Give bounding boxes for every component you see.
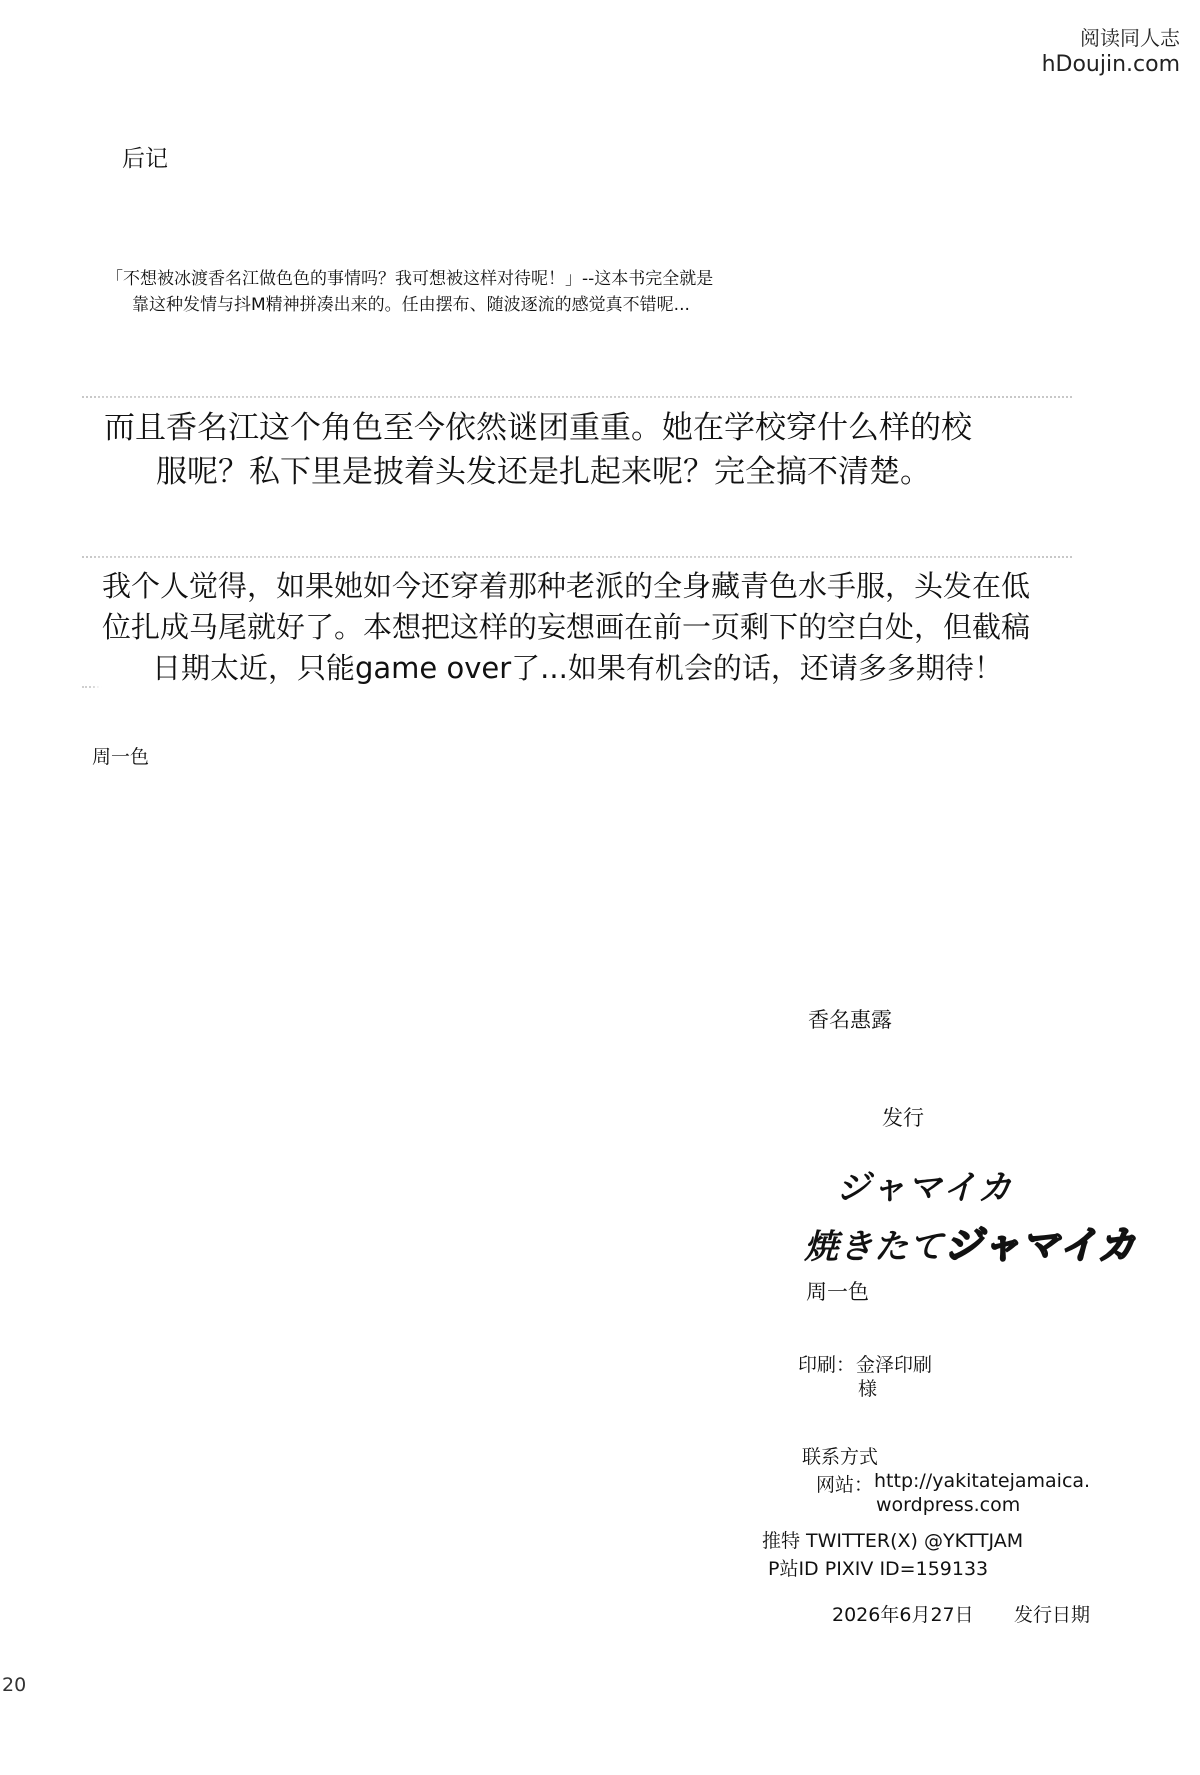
- paragraph-3-line-3: 日期太近，只能game over了...如果有机会的话，还请多多期待！: [152, 651, 1003, 685]
- contact-label: 联系方式: [802, 1446, 879, 1468]
- circle-logo-main: [804, 1214, 1136, 1269]
- character-name: 香名惠露: [808, 1008, 892, 1032]
- paragraph-3-line-1: 我个人觉得，如果她如今还穿着那种老派的全身藏青色水手服，头发在低: [102, 569, 1031, 603]
- printer-label: 印刷：: [798, 1354, 856, 1376]
- circle-logo-small: ジャマイカ: [836, 1168, 1014, 1208]
- printer-suffix: 様: [858, 1378, 878, 1400]
- website-url-line-2: wordpress.com: [876, 1494, 1021, 1516]
- publisher-label: 发行: [882, 1106, 924, 1130]
- paragraph-2-line-1: 而且香名江这个角色至今依然谜团重重。她在学校穿什么样的校: [104, 410, 972, 446]
- logo-main-prefix: 焼きたて: [804, 1227, 944, 1267]
- paragraph-2-line-2: 服呢？私下里是披着头发还是扎起来呢？完全搞不清楚。: [156, 454, 931, 490]
- paragraph-3-line-2: 位扎成马尾就好了。本想把这样的妄想画在前一页剩下的空白处，但截稿: [102, 610, 1031, 644]
- watermark-line1: 阅读同人志: [1080, 26, 1180, 50]
- website-url-line-1: http://yakitatejamaica.: [874, 1470, 1091, 1492]
- afterword-signature: 周一色: [92, 746, 150, 768]
- watermark-line2: hDoujin.com: [1041, 52, 1180, 77]
- page-number: 20: [2, 1674, 27, 1696]
- afterword-title: 后记: [122, 146, 168, 172]
- afterword-paragraph-2: [104, 406, 972, 494]
- publication-date: 2026年6月27日: [832, 1604, 974, 1626]
- logo-main-hollow: ジャマイカ: [944, 1223, 1137, 1267]
- publication-date-label: 发行日期: [1014, 1604, 1091, 1626]
- afterword-paragraph-3: [102, 566, 1030, 689]
- website-label: 网站：: [816, 1474, 874, 1496]
- paragraph-1-line-2: 靠这种发情与抖M精神拼凑出来的。任由摆布、随波逐流的感觉真不错呢...: [132, 295, 690, 315]
- pixiv-id: P站ID PIXIV ID=159133: [768, 1558, 989, 1580]
- twitter-handle: 推特 TWITTER(X) @YKTTJAM: [762, 1530, 1024, 1552]
- circle-name: 周一色: [806, 1280, 869, 1304]
- afterword-paragraph-1: [106, 266, 713, 318]
- printer-name: 金泽印刷: [856, 1354, 933, 1376]
- paragraph-1-line-1: 「不想被冰渡香名江做色色的事情吗？我可想被这样对待呢！」--这本书完全就是: [106, 269, 714, 289]
